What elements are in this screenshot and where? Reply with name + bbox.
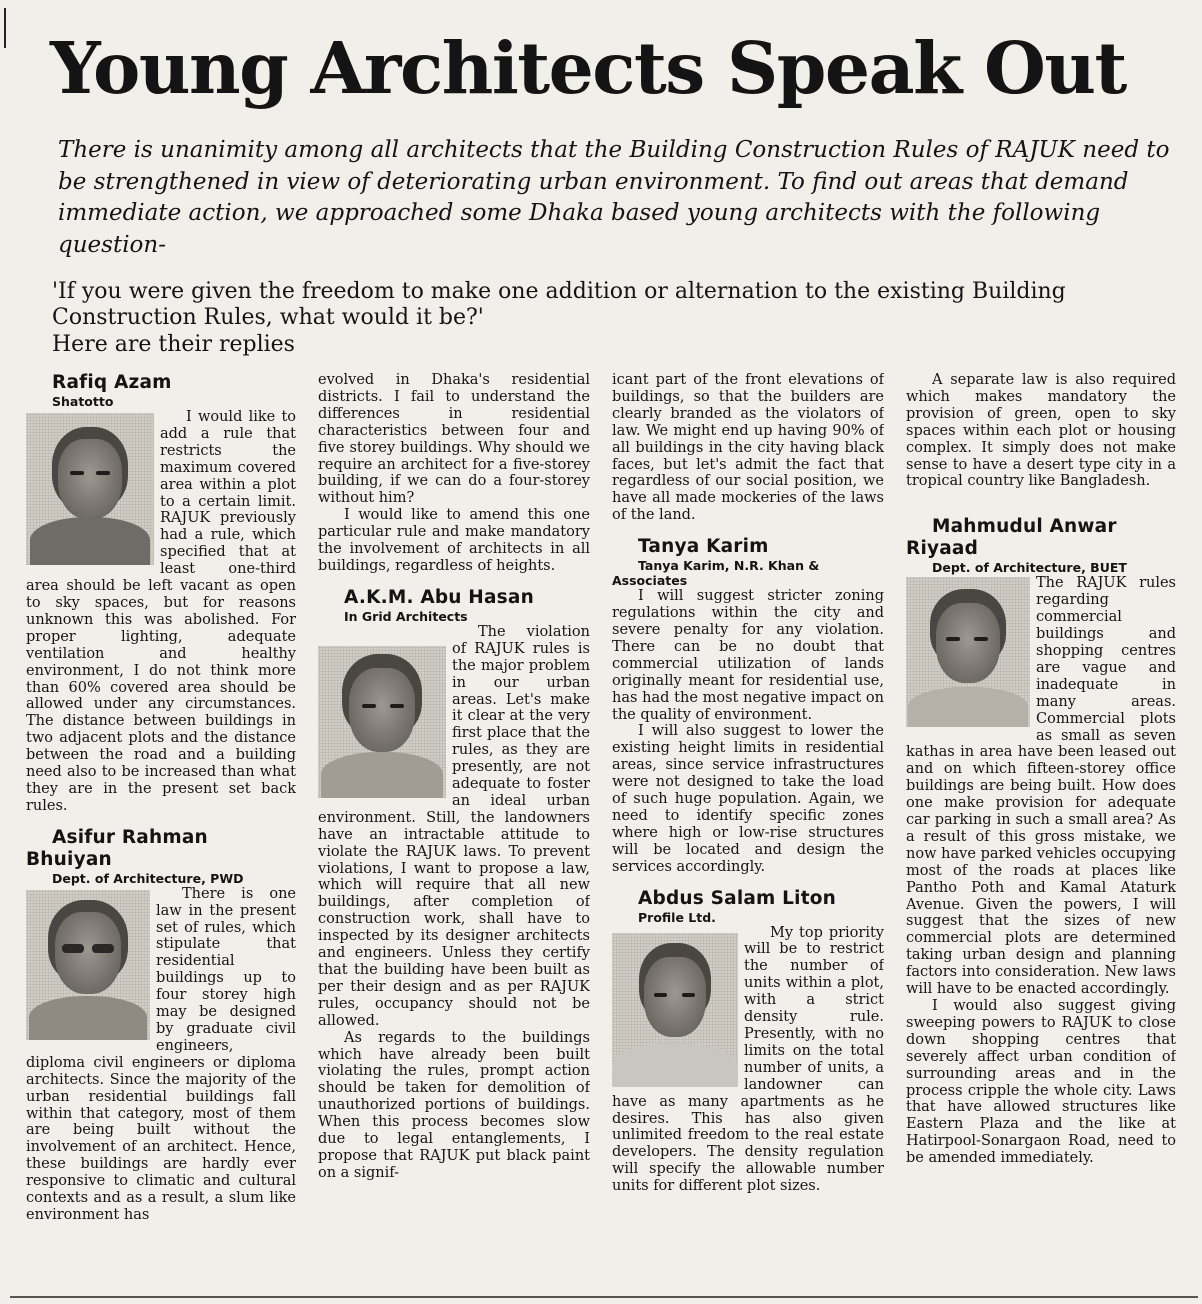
portrait-photo xyxy=(906,577,1030,727)
portrait-photo xyxy=(26,890,150,1040)
reply-paragraph: I would like to amend this one particular rule and make mandatory the involvement of architects in all buildings, regardless of heights. xyxy=(318,507,590,574)
column-1 xyxy=(26,372,296,1292)
author-name: Mahmudul Anwar Riyaad xyxy=(906,516,1117,560)
portrait-photo xyxy=(26,413,154,565)
column-2 xyxy=(318,372,590,1292)
reply-paragraph: A separate law is also required which makes mandatory the provision of green, open to sky spaces within each plot or housing complex. It simply does not make sense to have a desert type city in a tropical country like Bangladesh. xyxy=(906,372,1176,490)
column-rule xyxy=(4,8,6,48)
portrait-photo xyxy=(318,646,446,798)
author-name: Tanya Karim xyxy=(638,536,769,558)
author-affiliation: Dept. of Architecture, PWD xyxy=(52,870,244,886)
reply-paragraph: My top priority will be to restrict the number of units within a plot, with a strict density rule. Presently, with no limits on the total number of units, a landowner can have as many apartments as he desires. This has also given unlimited freedom to the real estate developers. The density regulation will specify the allowable number units for different plot sizes. xyxy=(612,924,884,1195)
intro-text: There is unanimity among all architects that the Building Construction Rules of RAJUK need to be strengthened in view of deteriorating urban environment. To find out areas that demand immediate action, we approached some Dhaka based young architects with the following question- xyxy=(58,137,1170,258)
reply-paragraph: evolved in Dhaka's residential districts. I fail to understand the differences in residential characteristics between four and five storey buildings. Why should we require an architect for a five-storey building, if we can do a four-storey without him? xyxy=(318,372,590,507)
reply-paragraph: icant part of the front elevations of buildings, so that the builders are clearly branded as the violators of law. We might end up having 90% of all buildings in the city having black faces, but let's admit the fact that regardless of our social position, we have all made mockeries of the laws of the land. xyxy=(612,372,884,524)
column-3 xyxy=(612,372,884,1292)
reply-paragraph: I would like to add a rule that restricts the maximum covered area within a plot to a certain limit. RAJUK previously had a rule, which specified that at least one-third area should be left vacant as open to sky spaces, but for reasons unknown this was abolished. For proper lighting, adequate ventilation and healthy environment, I do not think more than 60% covered area should be allowed under any circumstances. The distance between buildings in two adjacent plots and the distance between the road and a building need also to be increased than what they are in the present set back rules. xyxy=(26,409,296,814)
bottom-rule xyxy=(10,1296,1198,1298)
author-name: A.K.M. Abu Hasan xyxy=(344,586,534,608)
reply-paragraph: There is one law in the present set of rules, which stipulate that residential buildings up to four storey high may be designed by graduate civil engineers, diploma civil engineers or diploma architects. Since the majority of the urban residential buildings fall within that category, most of them are being built without the involvement of an architect. Hence, these buildings are hardly ever responsive to climatic and cultural contexts and as a result, a slum like environment has xyxy=(26,885,296,1223)
author-name: Abdus Salam Liton xyxy=(638,887,837,909)
author-affiliation: In Grid Architects xyxy=(344,608,468,624)
reply-paragraph: I will suggest stricter zoning regulations within the city and severe penalty for any violation. There can be no doubt that commercial utilization of lands originally meant for residential use, has had the most negative impact on the quality of environment. xyxy=(612,588,884,723)
author-name: Asifur Rahman Bhuiyan xyxy=(26,826,208,870)
reply-paragraph: I will also suggest to lower the existing height limits in residential areas, since service infrastructures were not designed to take the load of such huge population. Again, we need to identify specific zones where high or low-rise structures will be located and design the services accordingly. xyxy=(612,723,884,875)
column-4 xyxy=(906,372,1176,1292)
reply-paragraph: I would also suggest giving sweeping powers to RAJUK to close down shopping centres that severely affect urban condition of surrounding areas and in the process cripple the whole city. Laws that have allowed structures like Eastern Plaza and the like at Hatirpool-Sonargaon Road, need to be amended immediately. xyxy=(906,998,1176,1167)
author-affiliation: Dept. of Architecture, BUET xyxy=(932,560,1127,576)
author-name: Rafiq Azam xyxy=(52,372,172,393)
reply-paragraph: The violation of RAJUK rules is the major problem in our urban areas. Let's make it clear at the very first place that the rules, as they are presently, are not adequate to foster an ideal urban environment. Still, the landowners have an intractable attitude to violate the RAJUK laws. To prevent violations, I want to propose a law, which will require that all new buildings, after completion of construction work, shall have to inspected by its designer architects and engineers. Unless they certify that the building have been built as per their design and as per RAJUK rules, occupancy should not be allowed. xyxy=(318,623,590,1029)
portrait-photo xyxy=(612,933,738,1087)
question-text: 'If you were given the freedom to make one addition or alternation to the existing Building Construction Rules, what would it be?' xyxy=(52,279,1066,330)
author-affiliation: Shatotto xyxy=(52,394,114,409)
author-affiliation: Profile Ltd. xyxy=(638,909,716,925)
reply-paragraph: The RAJUK rules regarding commercial buildings and shopping centres are vague and inadequate in many areas. Commercial plots as small as seven kathas in area have been leased out and on which fifteen-storey office buildings are being built. How does one make provision for adequate car parking in such a small area? As a result of this gross mistake, we now have parked vehicles occupying most of the roads at places like Pantho Poth and Kamal Ataturk Avenue. Given the powers, I will suggest that the sizes of new commercial plots are determined taking urban design and planning factors into consideration. New laws will have to be enacted accordingly. xyxy=(906,575,1176,998)
headline: Young Architects Speak Out xyxy=(50,26,1126,110)
author-affiliation: Tanya Karim, N.R. Khan & Associates xyxy=(612,558,820,589)
reply-paragraph: As regards to the buildings which have already been built violating the rules, prompt action should be taken for demolition of unauthorized portions of buildings. When this process becomes slow due to legal entanglements, I propose that RAJUK put black paint on a signif- xyxy=(318,1029,590,1181)
replies-label: Here are their replies xyxy=(52,332,295,357)
